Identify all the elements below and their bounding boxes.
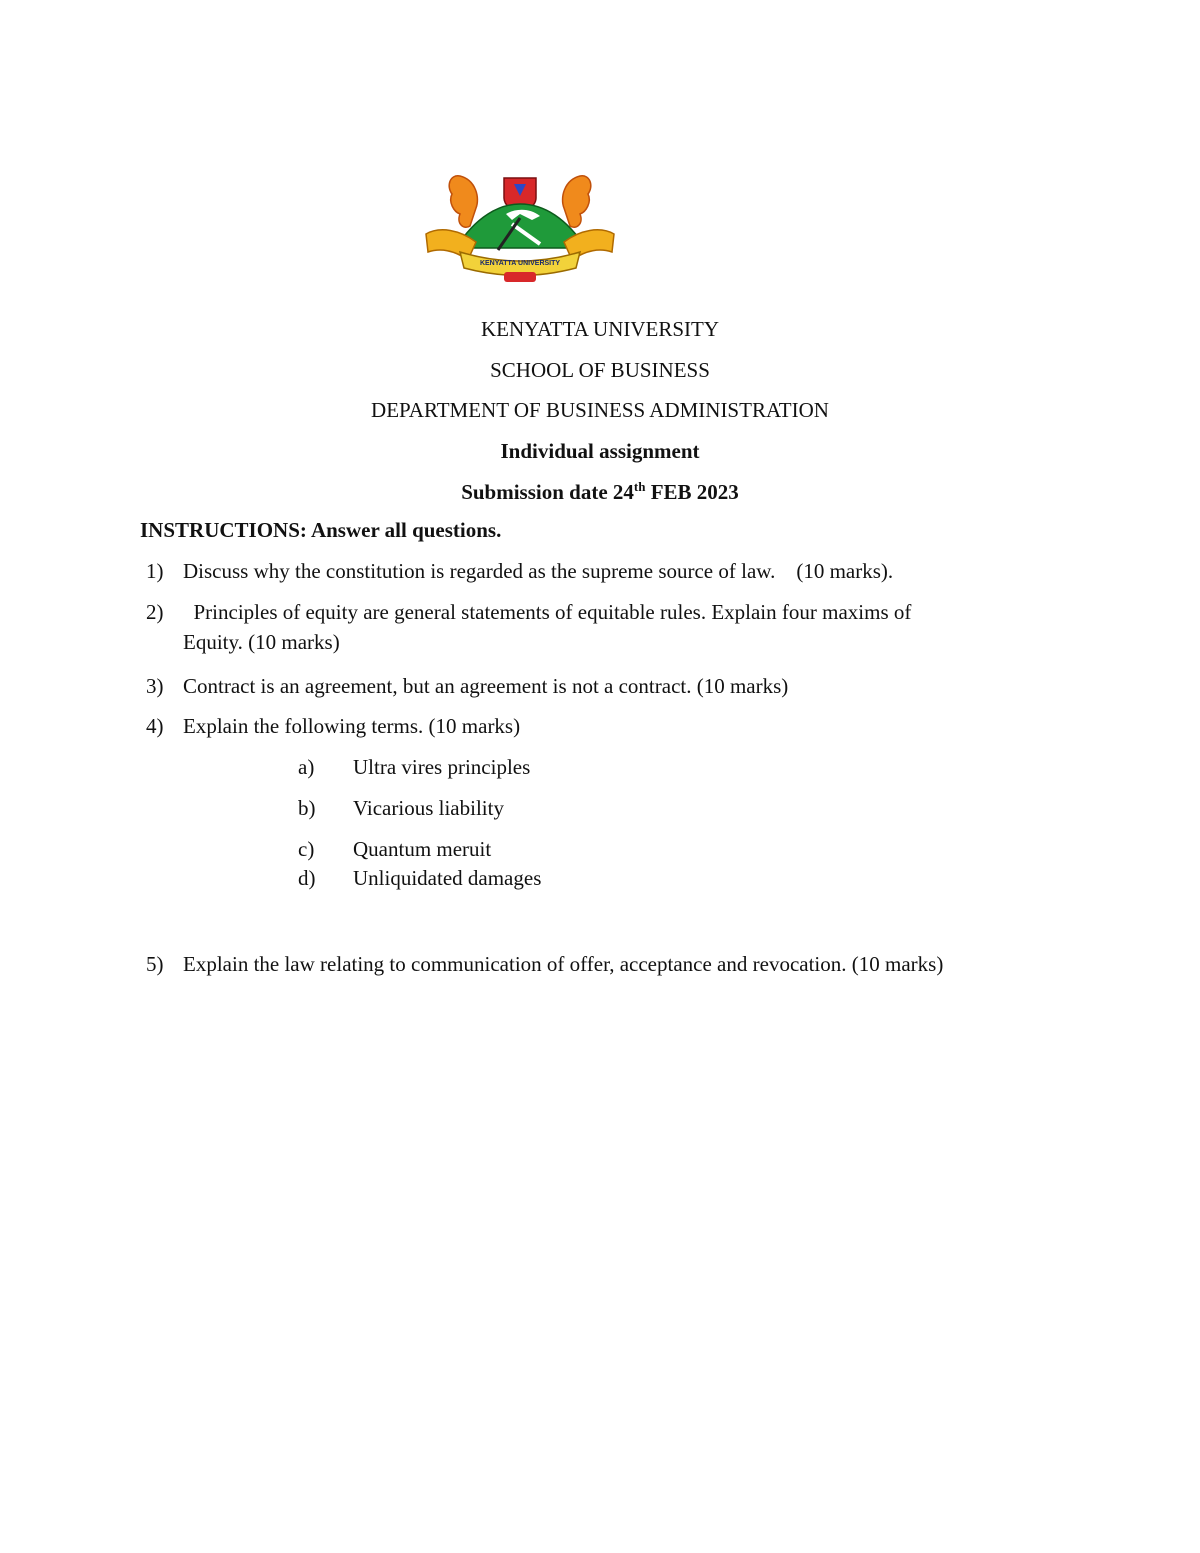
question-number: 5) xyxy=(146,952,164,976)
question-number: 1) xyxy=(146,559,164,583)
assignment-type: Individual assignment xyxy=(500,439,700,463)
submission-ordinal: th xyxy=(633,479,646,494)
question-number: 2) xyxy=(146,600,164,624)
university-logo xyxy=(420,168,620,286)
question-text: Discuss why the constitution is regarded as the supreme source of law. (10 marks). xyxy=(183,559,894,583)
university-name: KENYATTA UNIVERSITY xyxy=(480,317,720,341)
instructions: INSTRUCTIONS: Answer all questions. xyxy=(140,518,502,542)
term-letter: d) xyxy=(298,866,316,890)
term-text: Unliquidated damages xyxy=(353,866,542,890)
question-text: Explain the following terms. (10 marks) xyxy=(183,714,521,738)
term-letter: b) xyxy=(298,796,316,820)
question-text-line-2: Equity. (10 marks) xyxy=(183,630,340,654)
term-text: Vicarious liability xyxy=(353,796,504,820)
term-text: Ultra vires principles xyxy=(353,755,531,779)
term-text: Quantum meruit xyxy=(353,837,492,861)
department-name: DEPARTMENT OF BUSINESS ADMINISTRATION xyxy=(371,398,829,422)
term-letter: a) xyxy=(298,755,315,779)
question-text: Explain the law relating to communication of offer, acceptance and revocation. (10 marks) xyxy=(183,952,944,976)
school-name: SCHOOL OF BUSINESS xyxy=(490,358,710,382)
question-text: Contract is an agreement, but an agreement is not a contract. (10 marks) xyxy=(183,674,789,698)
submission-date xyxy=(0,479,1200,505)
submission-prefix: Submission date 24 xyxy=(461,480,634,504)
question-text-line-1: Principles of equity are general statements of equitable rules. Explain four maxims of xyxy=(183,600,912,624)
term-letter: c) xyxy=(298,837,315,861)
question-number: 3) xyxy=(146,674,164,698)
submission-suffix: FEB 2023 xyxy=(645,480,739,504)
question-number: 4) xyxy=(146,714,164,738)
logo-ribbon-text: KENYATTA UNIVERSITY xyxy=(479,260,561,267)
